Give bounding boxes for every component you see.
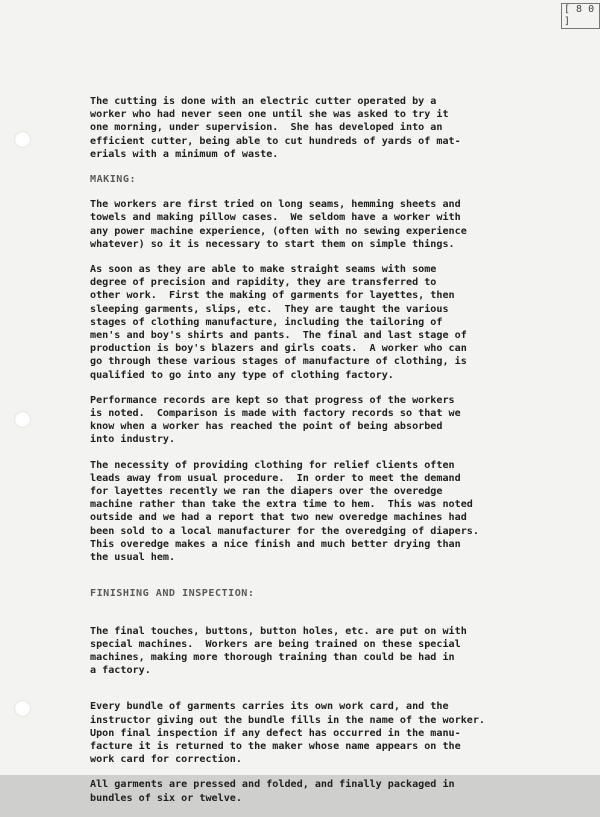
punch-hole [14,700,31,717]
paragraph-work-card: Every bundle of garments carries its own work card, and the instructor giving out the bundle fills in the name of the worker. Upon final inspection if any defect has occurred in the manu- facture it is returned to the maker whose name appears on the work card for correction. [90,701,486,766]
paragraph-relief-clothing: The necessity of providing clothing for relief clients often leads away from usual procedure. In order to meet the demand for layettes recently we ran the diapers over the overedge machine rather than take the extra time to hem. This was noted outside and we had a report that two new overedge machines had been sold to a local manufacturer for the overedging of diapers. This overedge makes a nice finish and much better drying than the usual hem. [90,459,479,564]
heading-finishing-inspection: FINISHING AND INSPECTION: [90,588,255,600]
punch-hole [14,411,31,428]
paragraph-final-touches: The final touches, buttons, button holes, etc. are put on with special machines. Workers are being trained on these special machines, making more thorough training than could be had in a factory. [90,625,467,677]
page-number: [ 8 0 ] [561,3,600,29]
paragraph-pressed-folded: All garments are pressed and folded, and finally packaged in bundles of six or twelve. [90,779,455,804]
paragraph-performance-records: Performance records are kept so that progress of the workers is noted. Comparison is made with factory records so that we know when a worker has reached the point of being absorbed into industry. [90,394,461,446]
heading-making: MAKING: [90,174,137,186]
document-body [90,95,545,817]
paragraph-first-tried: The workers are first tried on long seams, hemming sheets and towels and making pillow cases. We seldom have a worker with any power machine experience, (often with no sewing experience whatever) so it is necessary to start them on simple things. [90,199,467,250]
paragraph-straight-seams: As soon as they are able to make straight seams with some degree of precision and rapidity, they are transferred to other work. First the making of garments for layettes, then sleeping garments, slips, etc. They are taught the various stages of clothing manufacture, including the tailoring of men's and boy's shirts and pants. The final and last stage of production is boy's blazers and girls coats. A worker who can go through these various stages of manufacture of clothing, is qualified to go into any type of clothing factory. [90,264,467,381]
punch-hole [14,131,31,148]
paragraph-cutting: The cutting is done with an electric cutter operated by a worker who had never seen one until she was asked to try it one morning, under supervision. She has developed into an efficient cutter, being able to cut hundreds of yards of mat- erials with a minimum of waste. [90,96,461,160]
